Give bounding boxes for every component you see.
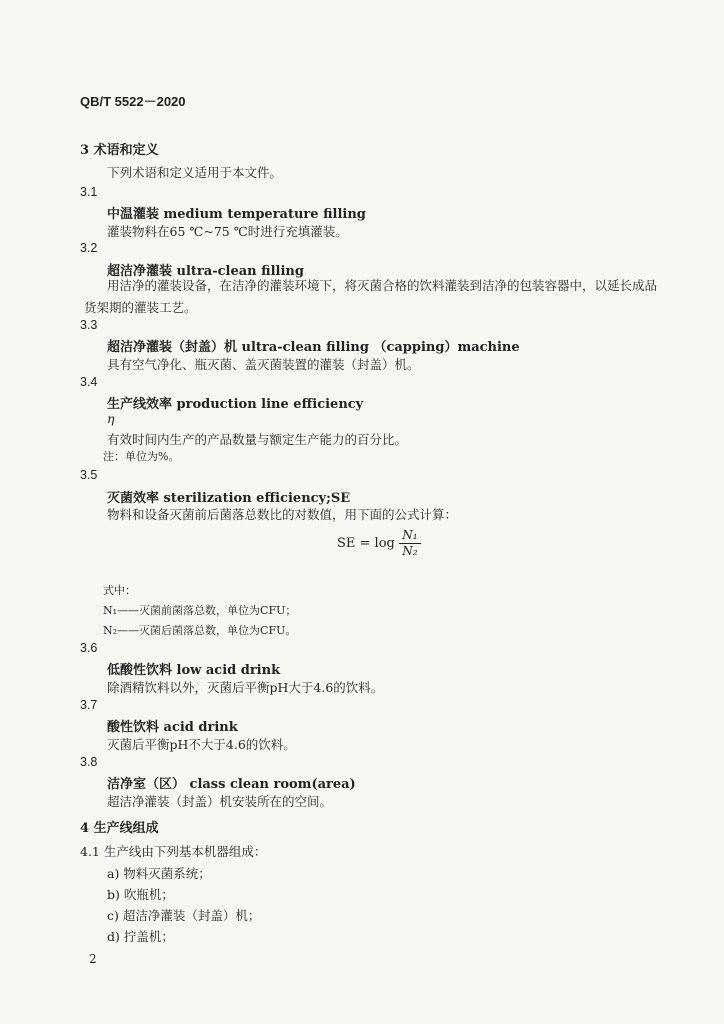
term-symbol: η: [107, 411, 115, 426]
clause-number: 3.5: [80, 468, 98, 482]
term-title: 低酸性饮料 low acid drink: [107, 663, 281, 678]
list-item: d) 拧盖机；: [107, 929, 174, 944]
clause-number: 3.7: [80, 698, 98, 712]
section-3-intro: 下列术语和定义适用于本文件。: [107, 165, 283, 180]
list-item: a) 物料灭菌系统；: [107, 866, 211, 881]
term-definition: 有效时间内生产的产品数量与额定生产能力的百分比。: [107, 432, 408, 447]
where-item: N₂——灭菌后菌落总数，单位为CFU。: [103, 624, 297, 637]
term-definition: 灭菌后平衡pH不大于4.6的饮料。: [107, 737, 296, 752]
clause-number: 3.8: [80, 755, 98, 769]
standard-code: QB/T 5522－2020: [80, 94, 186, 109]
term-definition: 灌装物料在65 ℃~75 ℃时进行充填灌装。: [107, 224, 348, 239]
clause-number: 3.2: [80, 241, 98, 255]
clause-4-1: 4.1 生产线由下列基本机器组成：: [80, 844, 267, 859]
term-title: 超洁净灌装 ultra-clean filling: [107, 264, 304, 279]
term-title: 超洁净灌装（封盖）机 ultra-clean filling （capping）machine: [107, 340, 520, 355]
formula-denominator: N₂: [402, 544, 418, 558]
term-definition: 超洁净灌装（封盖）机安装所在的空间。: [107, 794, 333, 809]
term-definition: 用洁净的灌装设备，在洁净的灌装环境下，将灭菌合格的饮料灌装到洁净的包装容器中，以延长成品货架期的灌装工艺。: [84, 278, 658, 315]
clause-number: 3.3: [80, 318, 98, 332]
term-title: 酸性饮料 acid drink: [107, 720, 238, 735]
clause-number: 3.6: [80, 641, 98, 655]
term-title: 灭菌效率 sterilization efficiency;SE: [107, 491, 351, 506]
list-item: b) 吹瓶机；: [107, 887, 174, 902]
formula-fraction: [399, 528, 421, 559]
section-4-heading: 4 生产线组成: [80, 821, 159, 836]
clause-number: 3.1: [80, 185, 98, 199]
term-title: 生产线效率 production line efficiency: [107, 397, 364, 412]
formula-numerator: N₁: [402, 528, 418, 542]
formula-lhs: SE = log: [337, 536, 395, 551]
term-title: 洁净室（区） class clean room(area): [107, 777, 356, 792]
term-definition: 物料和设备灭菌前后菌落总数比的对数值，用下面的公式计算：: [107, 507, 458, 522]
section-3-heading: 3 术语和定义: [80, 143, 159, 158]
clause-number: 3.4: [80, 375, 98, 389]
list-item: c) 超洁净灌装（封盖）机；: [107, 908, 261, 923]
se-formula: [337, 528, 421, 559]
term-title: 中温灌装 medium temperature filling: [107, 207, 366, 222]
where-label: 式中：: [103, 584, 136, 597]
term-definition: 除酒精饮料以外，灭菌后平衡pH大于4.6的饮料。: [107, 680, 384, 695]
page-number: 2: [89, 952, 97, 966]
where-item: N₁——灭菌前菌落总数，单位为CFU；: [103, 604, 297, 617]
term-definition: 具有空气净化、瓶灭菌、盖灭菌装置的灌装（封盖）机。: [107, 357, 420, 372]
term-note: 注：单位为%。: [103, 450, 180, 463]
